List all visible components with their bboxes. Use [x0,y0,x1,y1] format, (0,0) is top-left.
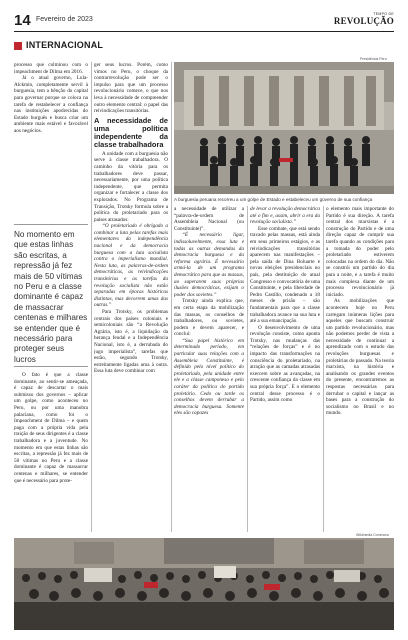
col4-quote: de levar a revolução democrática até o fim e, assim, abrir a era da revolução socialista.” [250,206,320,226]
column-5 [326,206,394,532]
page-header [14,12,394,30]
col2-paragraph-3: Para Trotsky, os problemas centrais dos países coloniais e semicoloniais são “a Revolução Agrária, isto é, a liquidação da herança feudal e a Independência Nacional, isto é, a derrubada do jugo imperialista”, tarefas que estão, segundo Trotsky, estreitamente ligadas uma à outra. Essa luta deve combinar com [94,309,168,375]
masthead-small: TEMPO DE [373,12,394,16]
col1-paragraph-1: processo que culminou com o impeachment de Dilma em 2016. [14,62,88,75]
col1-paragraph-3: O fato é que a classe dominante, ao sentir-se ameaçada, é capaz de descartar o mais submisso dos governos – aplicar um golpe, como aconteceu no Peru, ou por uma manobra palaciana, como foi o Impeachment de Dilma – e quem paga com a própria vida pela traição de seus dirigentes é a classe trabalhadora e a juventude. No momento em que estas linhas são escritas, a repressão já fez mais de 50 vítimas no Peru e a classe dominante é capaz de massacrar centenas e milhares, se entender que é necessário para prote- [14,372,88,484]
photo1-caption: A burguesia peruana recorreu a um golpe de Estado e estabeleceu um governo de sua confiança [174,197,373,202]
column-divider [171,62,172,532]
pull-quote-rule-top [14,224,88,225]
col4-paragraph-2: O desenvolvimento de uma revolução consiste, como aponta Trotsky, nas mudanças das “relações de forças” e é no impacto das transformações na consciência do proletariado, na atração que as camadas atrasadas exercem sobre as avançadas, na crescente confiança da classe em sua própria força”. E o elemento central desse processo é o Partido, assim como [250,324,320,404]
column-2 [94,62,168,532]
col5-paragraph-2: As mobilizações que acontecem hoje no Peru carregam inúmeras lições para aqueles que buscam construir um partido revolucionário, mas não podemos perder de vista a necessidade de continuar a aprendizado com o estudo das revoluções burguesas e proletárias do passado. Na teoria marxista, na história e analisando os grandes eventos do presente, encontraremos as respostas necessárias para derrubar o capital e lançar as bases para a construção do socialismo no Brasil e no mundo. [326,298,394,417]
col1-paragraph-2: Já o atual governo, Lula-Alckmin, completamente servil à burguesia, tem a bênção do capital para governar porque se coloca na tarefa de restabelecer a confiança nas instituições apodrecidas do Estado burguês e busca criar um ambiente mais estável e favorável aos negócios. [14,75,88,134]
section-title: INTERNACIONAL [26,40,104,50]
column-4 [250,206,320,532]
column-1-bottom [14,372,88,532]
masthead-name: REVOLUÇÃO [333,16,394,26]
column-1-top [14,62,88,212]
col2-quote: “O proletariado é obrigado a combinar a luta pelas tarefas mais elementares da independência nacional e da democracia burguesa com a luta socialista contra o imperialismo mundial. Nesta luta, as palavras-de-ordem democráticas, as reivindicações transitórias e as tarefas da revolução socialista não estão separadas em épocas históricas distintas, mas decorrem umas das outras.” [94,223,168,309]
col3-paragraph-1: a necessidade de utilizar a “palavra-de-ordem de Assembleia Nacional (ou Constituinte)”. [174,206,244,232]
pull-quote: No momento em que estas linhas são escritas, a repressão já fez mais de 50 vítimas no Peru e a classe dominante é capaz de massacrar centenas e milhares se entender que é necessário para proteger seus lucros [14,230,88,364]
column-3 [174,206,244,532]
photo1-credit: Presidência Peru [360,57,387,61]
header-rule [14,31,394,32]
government-photo-image [174,62,394,194]
pull-quote-rule-bottom [14,366,88,367]
issue-date: Fevereiro de 2023 [36,16,93,23]
photo2-credit: Wikimedia Commons [356,533,390,537]
section-marker-icon [14,42,22,50]
photo-protest-government [174,62,394,194]
page-number: 14 [14,12,31,29]
col3-quote-1: “É necessário ligar, indissoluvelmente, essa luta e todas as outras demandas da democracia burguesa e da reforma agrária. É necessário armá-la de um programa democrático para que as massas, ao superarem suas próprias ilusões democráticas, exijam o poder dos sovietes.” [174,232,244,298]
subheading: A necessidade de uma política independente da classe trabalhadora [94,115,168,149]
col2-paragraph-2: A unidade com a burguesia não serve à classe trabalhadora. O caminho da vitória para os trabalhadores deve passar, necessariamente, por uma política independente, que permita organizar e fortalecer a classe dos explorados. No Programa de Transição, Trotsky formula sobre a política do proletariado para os países atrasados: [94,150,168,223]
masthead [334,12,394,26]
column-divider [323,206,324,532]
col3-quote-2: “Sua papel histórico em determinado período, em particular suas relações com a Assembleia Constituinte, é definido pelo nível político do proletariado, pela unidade entre ele e a classe camponesa e pelo caráter da política do partido proletário. Cedo ou tarde os conselhos devem derrubar a democracia burguesa. Somente eles são capazes [174,337,244,417]
crowd-photo-image [14,538,394,630]
col4-paragraph-1: Esse combate, que está sendo travado pelas massas, está ainda em seus primeiros estágios, e as reivindicações transitórias aparecem nas manifestações – pela saída de Dina Boluarte e novas eleições presidenciais no país, pela destituição do atual Congresso e convocatória de uma Constituinte, e pela liberdade de Pedro Castillo, condenado a 18 meses de prisão – são fundamentais para que a classe trabalhadora avance na sua luta e até a sua emancipação. [250,225,320,325]
column-divider [247,206,248,532]
col2-paragraph-1: ger seus lucros. Porém, como vimos no Peru, o choque da contrarrevolução pode ser o impulso para que um processo revolucionário comece, o que nos leva à necessidade de compreender outro elemento central: o papel das reivindicações transitórias. [94,62,168,115]
col5-paragraph-1: o elemento mais importante do Partido é sua direção. A tarefa central dos marxistas é a construção do Partido e de uma direção capaz de cumprir sua tarefa quando as condições para a tomada do poder pelo proletariado estiverem colocadas na ordem do dia. Não se constrói um partido do dia para a noite, e a tarefa é muito mais complexa diante de um processo revolucionário já iniciado. [326,206,394,298]
col3-paragraph-2: Trotsky ainda explica que, em certa etapa da mobilização das massas, os conselhos de trabalhadores, ou sovietes, podem e devem aparecer, e conclui: [174,298,244,338]
photo-crowd-protest [14,538,394,630]
column-divider [91,62,92,532]
